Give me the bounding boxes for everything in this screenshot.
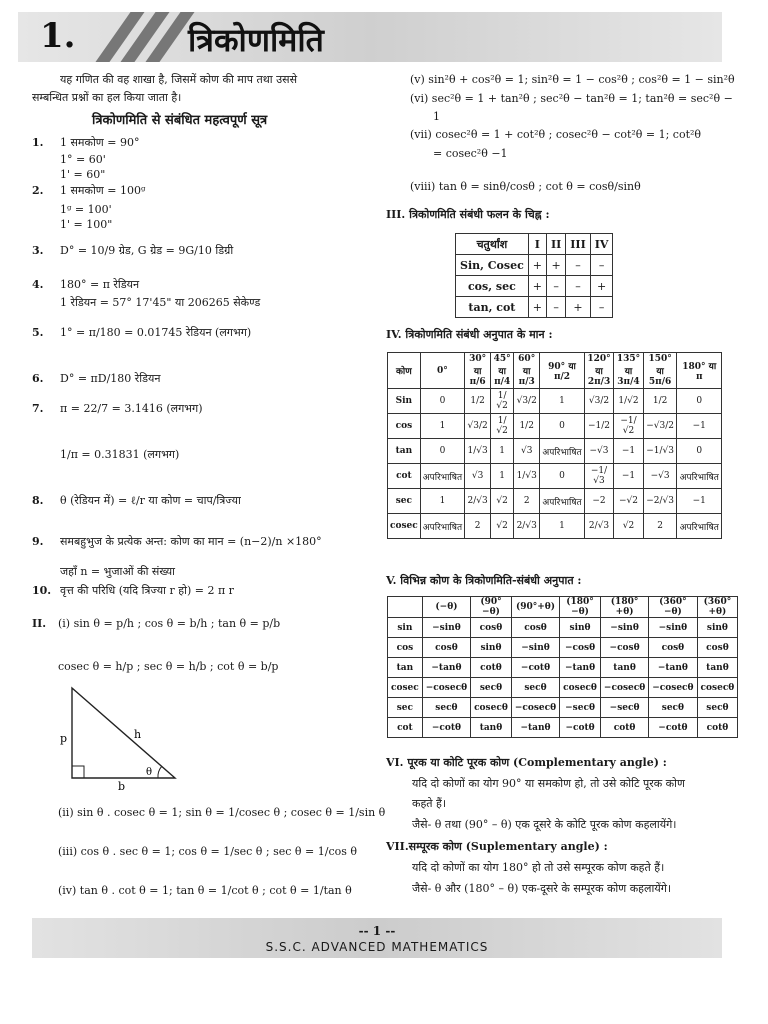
table-cell: अपरिभाषित: [677, 514, 722, 539]
table-cell: −cotθ: [511, 658, 559, 678]
table-cell: cos, sec: [456, 276, 529, 297]
identity-ii: (ii) sin θ . cosec θ = 1; sin θ = 1/cosec θ ; cosec θ = 1/sin θ: [58, 806, 386, 819]
table-row: [388, 514, 722, 539]
table-row: [388, 489, 722, 514]
table-cell: 2/√3: [584, 514, 613, 539]
formula-item-line: 1° = 60': [60, 153, 106, 166]
table-cell: sinθ: [471, 638, 512, 658]
table-header-cell: (360°−θ): [649, 597, 697, 618]
table-row: [388, 678, 738, 698]
table-row: [456, 276, 613, 297]
table-header-cell: (90°+θ): [511, 597, 559, 618]
table-cell: अपरिभाषित: [540, 489, 585, 514]
chapter-title: त्रिकोणमिति: [188, 21, 324, 59]
sign-heading: III. त्रिकोणमिति संबंधी फलन के चिह्न :: [386, 208, 550, 221]
table-cell: 1/√2: [491, 389, 514, 414]
table-cell: secθ: [422, 698, 470, 718]
table-cell: Sin: [388, 389, 421, 414]
table-cell: secθ: [697, 698, 738, 718]
identity-iv: (iv) tan θ . cot θ = 1; tan θ = 1/cot θ ; cot θ = 1/tan θ: [58, 884, 352, 897]
table-cell: −secθ: [600, 698, 648, 718]
formula-item-number: 7.: [32, 402, 44, 415]
table-cell: +: [590, 276, 613, 297]
table-cell: −sinθ: [600, 618, 648, 638]
table-cell: 1/√2: [614, 389, 643, 414]
table-cell: −1/2: [584, 414, 613, 439]
table-cell: अपरिभाषित: [420, 514, 464, 539]
table-cell: 1: [491, 439, 514, 464]
sign-table: [455, 233, 613, 318]
table-cell: 1: [420, 414, 464, 439]
table-cell: tan: [388, 658, 423, 678]
table-cell: −cotθ: [560, 718, 601, 738]
table-cell: √2: [491, 514, 514, 539]
identity-viii: (viii) tan θ = sinθ/cosθ ; cot θ = cosθ/sinθ: [410, 180, 641, 193]
formula-item-line: जहाँ n = भुजाओं की संख्या: [60, 565, 176, 578]
table-cell: −√3/2: [643, 414, 677, 439]
table-cell: −tanθ: [511, 718, 559, 738]
table-cell: cot: [388, 464, 421, 489]
table-cell: +: [528, 297, 546, 318]
table-cell: −2/√3: [643, 489, 677, 514]
table-cell: cot: [388, 718, 423, 738]
table-cell: 1/√3: [514, 464, 540, 489]
table-cell: −sinθ: [649, 618, 697, 638]
formula-item-number: 6.: [32, 372, 44, 385]
table-cell: cosecθ: [697, 678, 738, 698]
table-cell: –: [546, 276, 565, 297]
table-header-cell: चतुर्थांश: [456, 234, 529, 255]
table-cell: −1: [677, 489, 722, 514]
formula-item-line: 1' = 100": [60, 218, 113, 231]
ratio-table: [387, 596, 738, 738]
table-header-cell: I: [528, 234, 546, 255]
table-header-cell: 150° या 5π/6: [643, 353, 677, 389]
table-cell: 1/2: [643, 389, 677, 414]
table-header-cell: (180°−θ): [560, 597, 601, 618]
table-cell: 2: [514, 489, 540, 514]
ratio-def-line-2: cosec θ = h/p ; sec θ = h/b ; cot θ = b/p: [58, 660, 279, 673]
table-header-cell: 60° या π/3: [514, 353, 540, 389]
intro-line-2: सम्बन्धित प्रश्नों का हल किया जाता है।: [32, 91, 182, 104]
table-cell: 1/2: [514, 414, 540, 439]
table-cell: −cotθ: [422, 718, 470, 738]
table-cell: 0: [420, 389, 464, 414]
table-cell: −cosθ: [600, 638, 648, 658]
table-cell: √2: [614, 514, 643, 539]
ratio-heading: V. विभिन्न कोण के त्रिकोणमिति-संबंधी अनुपात :: [386, 574, 582, 587]
table-cell: cosθ: [511, 618, 559, 638]
table-cell: अपरिभाषित: [540, 439, 585, 464]
table-cell: 2: [643, 514, 677, 539]
table-cell: −cosecθ: [600, 678, 648, 698]
angle-arc: [158, 766, 162, 778]
table-header-cell: कोण: [388, 353, 421, 389]
table-header-cell: IV: [590, 234, 613, 255]
table-cell: +: [566, 297, 590, 318]
formula-item-number: 10.: [32, 584, 52, 597]
side-b-label: b: [118, 780, 126, 790]
ratio-def-line-1: (i) sin θ = p/h ; cos θ = b/h ; tan θ = p/b: [58, 617, 281, 630]
table-cell: −sinθ: [422, 618, 470, 638]
formula-item-number: 5.: [32, 326, 44, 339]
formula-item-line: 1 समकोण = 90°: [60, 136, 140, 149]
complementary-line-2: कहते हैं।: [412, 797, 447, 810]
table-row: [388, 718, 738, 738]
table-cell: 2/√3: [514, 514, 540, 539]
table-cell: cotθ: [600, 718, 648, 738]
table-row: [388, 618, 738, 638]
supplementary-title: VII.सम्पूरक कोण (Suplementary angle) :: [386, 840, 608, 853]
table-row: [456, 255, 613, 276]
table-header-cell: II: [546, 234, 565, 255]
table-cell: sinθ: [697, 618, 738, 638]
table-cell: √3/2: [584, 389, 613, 414]
side-p-label: p: [60, 732, 68, 745]
formula-item-line: D° = πD/180 रेडियन: [60, 372, 161, 385]
table-cell: secθ: [511, 678, 559, 698]
table-row: [388, 414, 722, 439]
table-row: [388, 389, 722, 414]
formula-heading: त्रिकोणमिति से संबंधित महत्वपूर्ण सूत्र: [92, 113, 268, 128]
table-header-row: [388, 353, 722, 389]
table-cell: 0: [540, 464, 585, 489]
formula-item-line: 1' = 60": [60, 168, 106, 181]
book-title: S.S.C. ADVANCED MATHEMATICS: [265, 940, 489, 954]
table-cell: √3/2: [465, 414, 491, 439]
supplementary-line-2: जैसे- θ और (180° – θ) एक-दूसरे के सम्पूरक कोण कहलायेंगे।: [412, 882, 672, 895]
table-cell: −cosθ: [560, 638, 601, 658]
table-cell: −√2: [614, 489, 643, 514]
table-cell: −secθ: [560, 698, 601, 718]
table-cell: 1/√3: [465, 439, 491, 464]
table-cell: Sin, Cosec: [456, 255, 529, 276]
table-cell: −√3: [584, 439, 613, 464]
table-cell: −1: [614, 439, 643, 464]
table-cell: cos: [388, 414, 421, 439]
formula-item-number: 1.: [32, 136, 44, 149]
intro-line-1: यह गणित की वह शाखा है, जिसमें कोण की माप तथा उससे: [60, 73, 298, 86]
table-cell: 0: [677, 439, 722, 464]
table-cell: –: [590, 255, 613, 276]
table-cell: –: [566, 255, 590, 276]
table-cell: tanθ: [471, 718, 512, 738]
table-row: [388, 658, 738, 678]
table-cell: tan, cot: [456, 297, 529, 318]
table-cell: cosec: [388, 514, 421, 539]
table-cell: cosθ: [649, 638, 697, 658]
table-cell: cosθ: [697, 638, 738, 658]
formula-item-line: 180° = π रेडियन: [60, 278, 140, 291]
table-cell: अपरिभाषित: [420, 464, 464, 489]
table-row: [456, 297, 613, 318]
table-cell: –: [590, 297, 613, 318]
table-header-cell: 180° या π: [677, 353, 722, 389]
triangle-shape: [72, 688, 175, 778]
table-cell: −tanθ: [422, 658, 470, 678]
table-cell: −cosecθ: [422, 678, 470, 698]
table-cell: 1/2: [465, 389, 491, 414]
table-cell: 1: [420, 489, 464, 514]
table-cell: √3/2: [514, 389, 540, 414]
formula-item-line: 1 समकोण = 100ᵍ: [60, 184, 146, 197]
table-cell: −√3: [643, 464, 677, 489]
angle-theta-label: θ: [146, 767, 153, 778]
table-cell: secθ: [471, 678, 512, 698]
table-cell: 0: [420, 439, 464, 464]
side-h-label: h: [134, 728, 142, 741]
table-header-cell: (360°+θ): [697, 597, 738, 618]
table-cell: cosecθ: [471, 698, 512, 718]
table-cell: tanθ: [600, 658, 648, 678]
table-cell: cos: [388, 638, 423, 658]
table-cell: −cosecθ: [511, 698, 559, 718]
table-cell: –: [546, 297, 565, 318]
table-cell: √3: [514, 439, 540, 464]
table-cell: sin: [388, 618, 423, 638]
table-cell: 1: [491, 464, 514, 489]
table-row: [388, 464, 722, 489]
value-table: [387, 352, 722, 539]
table-header-row: [388, 597, 738, 618]
table-cell: −1/√3: [643, 439, 677, 464]
table-header-cell: III: [566, 234, 590, 255]
table-cell: cosecθ: [560, 678, 601, 698]
formula-item-line: वृत्त की परिधि (यदि त्रिज्या r हो) = 2 π r: [60, 584, 234, 597]
right-angle-mark: [72, 766, 84, 778]
formula-item-number: 9.: [32, 535, 44, 548]
formula-item-number: 3.: [32, 244, 44, 257]
table-cell: −2: [584, 489, 613, 514]
table-cell: +: [528, 276, 546, 297]
identity-vi: (vi) sec²θ = 1 + tan²θ ; sec²θ − tan²θ = 1; tan²θ = sec²θ −: [410, 92, 733, 105]
table-cell: +: [528, 255, 546, 276]
page-number: -- 1 --: [358, 924, 396, 938]
table-cell: –: [566, 276, 590, 297]
formula-item-line: 1ᵍ = 100': [60, 203, 112, 216]
table-cell: +: [546, 255, 565, 276]
table-cell: −1: [614, 464, 643, 489]
table-cell: 0: [677, 389, 722, 414]
table-header-cell: 135° या 3π/4: [614, 353, 643, 389]
formula-item-line: 1/π = 0.31831 (लगभग): [60, 448, 180, 461]
table-header-cell: 45° या π/4: [491, 353, 514, 389]
formula-item-line: π = 22/7 = 3.1416 (लगभग): [60, 402, 203, 415]
table-row: [388, 638, 738, 658]
table-cell: −1/√3: [584, 464, 613, 489]
section-2-number: II.: [32, 617, 47, 630]
table-header-cell: 90° या π/2: [540, 353, 585, 389]
table-cell: sec: [388, 698, 423, 718]
formula-item-line: θ (रेडियन में) = ℓ/r या कोण = चाप/त्रिज्या: [60, 494, 241, 507]
table-cell: −1/√2: [614, 414, 643, 439]
table-cell: √2: [491, 489, 514, 514]
complementary-line-1: यदि दो कोणों का योग 90° या समकोण हो, तो उसे कोटि पूरक कोण: [412, 777, 685, 790]
table-cell: cosθ: [422, 638, 470, 658]
table-cell: 1: [540, 389, 585, 414]
table-row: [388, 439, 722, 464]
right-triangle-diagram: [60, 680, 190, 790]
identity-iii: (iii) cos θ . sec θ = 1; cos θ = 1/sec θ ; sec θ = 1/cos θ: [58, 845, 358, 858]
table-cell: sinθ: [560, 618, 601, 638]
table-cell: −sinθ: [511, 638, 559, 658]
table-header-cell: (90°−θ): [471, 597, 512, 618]
table-cell: 2/√3: [465, 489, 491, 514]
formula-item-line: 1 रेडियन = 57° 17'45" या 206265 सेकेण्ड: [60, 296, 261, 309]
identity-vii-cont: = cosec²θ −1: [433, 147, 508, 160]
complementary-title: VI. पूरक या कोटि पूरक कोण (Complementary angle) :: [386, 756, 667, 769]
table-cell: −cosecθ: [649, 678, 697, 698]
table-header-cell: [388, 597, 423, 618]
table-cell: cotθ: [697, 718, 738, 738]
formula-item-line: D° = 10/9 ग्रेड, G ग्रेड = 9G/10 डिग्री: [60, 244, 234, 257]
value-heading: IV. त्रिकोणमिति संबंधी अनुपात के मान :: [386, 328, 553, 341]
table-row: [388, 698, 738, 718]
table-header-cell: (180°+θ): [600, 597, 648, 618]
table-cell: 0: [540, 414, 585, 439]
supplementary-line-1: यदि दो कोणों का योग 180° हो तो उसे सम्पूरक कोण कहते हैं।: [412, 861, 665, 874]
table-cell: secθ: [649, 698, 697, 718]
table-cell: अपरिभाषित: [677, 464, 722, 489]
table-cell: 1/√2: [491, 414, 514, 439]
table-cell: −tanθ: [560, 658, 601, 678]
table-cell: −tanθ: [649, 658, 697, 678]
chapter-banner: [18, 12, 722, 62]
table-cell: −1: [677, 414, 722, 439]
table-cell: sec: [388, 489, 421, 514]
table-header-cell: (−θ): [422, 597, 470, 618]
identity-v: (v) sin²θ + cos²θ = 1; sin²θ = 1 − cos²θ ; cos²θ = 1 − sin²θ: [410, 73, 735, 86]
table-cell: tanθ: [697, 658, 738, 678]
formula-item-line: 1° = π/180 = 0.01745 रेडियन (लगभग): [60, 326, 252, 339]
table-cell: √3: [465, 464, 491, 489]
identity-vi-cont: 1: [433, 110, 440, 123]
footer-band: [32, 918, 722, 958]
formula-item-number: 4.: [32, 278, 44, 291]
table-cell: cosθ: [471, 618, 512, 638]
table-cell: 1: [540, 514, 585, 539]
table-header-row: [456, 234, 613, 255]
complementary-line-3: जैसे- θ तथा (90° – θ) एक दूसरे के कोटि पूरक कोण कहलायेंगे।: [412, 818, 677, 831]
table-header-cell: 120° या 2π/3: [584, 353, 613, 389]
table-cell: cosec: [388, 678, 423, 698]
table-header-cell: 30° या π/6: [465, 353, 491, 389]
formula-item-number: 8.: [32, 494, 44, 507]
table-cell: 2: [465, 514, 491, 539]
formula-item-line: समबहुभुज के प्रत्येक अन्त: कोण का मान = (n−2)/n ×180°: [60, 535, 322, 548]
chapter-number: 1.: [40, 16, 76, 56]
table-cell: tan: [388, 439, 421, 464]
formula-item-number: 2.: [32, 184, 44, 197]
table-cell: −cotθ: [649, 718, 697, 738]
table-cell: cotθ: [471, 658, 512, 678]
identity-vii: (vii) cosec²θ = 1 + cot²θ ; cosec²θ − cot²θ = 1; cot²θ: [410, 128, 702, 141]
table-header-cell: 0°: [420, 353, 464, 389]
